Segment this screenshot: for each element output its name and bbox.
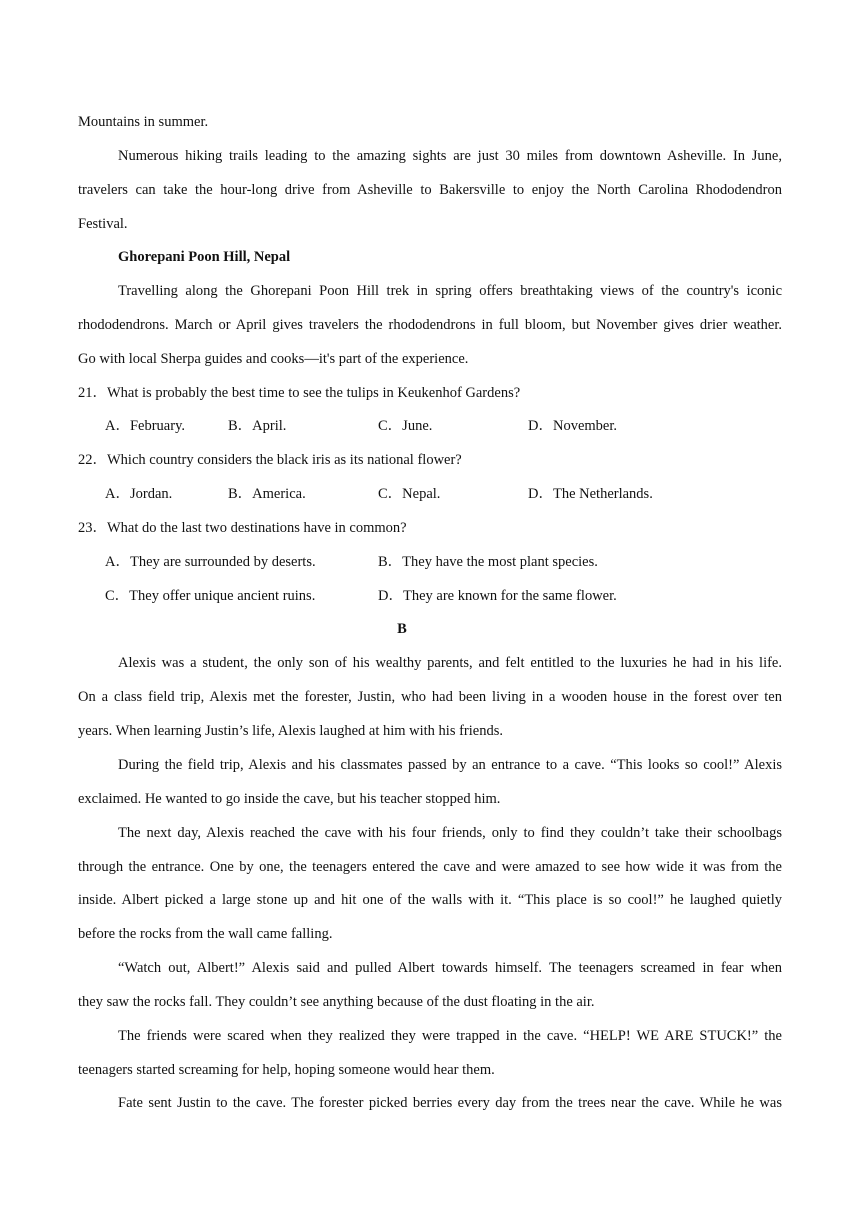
paragraph-line: before the rocks from the wall came falling. [78,926,333,942]
section-heading: Ghorepani Poon Hill, Nepal [118,249,291,265]
question-stem: 23．What do the last two destinations have in common? [78,520,407,536]
paragraph-line: The next day, Alexis reached the cave with his four friends, only to find they couldn’t take their schoolbags [118,825,782,841]
answer-option: D．November. [528,418,617,434]
answer-option: A．February. [105,418,185,434]
paragraph-line: years. When learning Justin’s life, Alexis laughed at him with his friends. [78,723,503,739]
paragraph-line: travelers can take the hour-long drive from Asheville to Bakersville to enjoy the North Carolina Rhododendron [78,182,782,198]
answer-option: B．April. [228,418,287,434]
paragraph-line: Fate sent Justin to the cave. The forester picked berries every day from the trees near the cave. While he was [118,1095,782,1111]
question-stem: 22．Which country considers the black iris as its national flower? [78,452,462,468]
question-stem: 21．What is probably the best time to see the tulips in Keukenhof Gardens? [78,385,521,401]
answer-option: C．Nepal. [378,486,441,502]
answer-option: A．Jordan. [105,486,173,502]
paragraph-line: Numerous hiking trails leading to the amazing sights are just 30 miles from downtown Asheville. In June, [118,148,782,164]
paragraph-line: Alexis was a student, the only son of his wealthy parents, and felt entitled to the luxuries he had in his life. [118,655,782,671]
paragraph-line: they saw the rocks fall. They couldn’t see anything because of the dust floating in the air. [78,994,595,1010]
paragraph-line: through the entrance. One by one, the teenagers entered the cave and were amazed to see how wide it was from the [78,859,782,875]
paragraph-line: Go with local Sherpa guides and cooks—it's part of the experience. [78,351,469,367]
answer-option: C．June. [378,418,433,434]
answer-option: D．They are known for the same flower. [378,588,617,604]
section-b-heading: B [397,621,407,637]
paragraph-line: exclaimed. He wanted to go inside the cave, but his teacher stopped him. [78,791,501,807]
answer-option: B．America. [228,486,306,502]
paragraph-line: “Watch out, Albert!” Alexis said and pulled Albert towards himself. The teenagers screamed in fear when [118,960,782,976]
answer-option: D．The Netherlands. [528,486,653,502]
paragraph-line: Festival. [78,216,128,232]
answer-option: B．They have the most plant species. [378,554,598,570]
paragraph-line: On a class field trip, Alexis met the forester, Justin, who had been living in a wooden house in the forest over ten [78,689,782,705]
paragraph-line: teenagers started screaming for help, hoping someone would hear them. [78,1062,495,1078]
answer-option: A．They are surrounded by deserts. [105,554,316,570]
paragraph-line: Mountains in summer. [78,114,209,130]
paragraph-line: The friends were scared when they realized they were trapped in the cave. “HELP! WE ARE STUCK!” the [118,1028,782,1044]
paragraph-line: During the field trip, Alexis and his classmates passed by an entrance to a cave. “This looks so cool!” Alexis [118,757,782,773]
paragraph-line: inside. Albert picked a large stone up and hit one of the walls with it. “This place is so cool!” he laughed quietly [78,892,782,908]
answer-option: C．They offer unique ancient ruins. [105,588,316,604]
paragraph-line: Travelling along the Ghorepani Poon Hill trek in spring offers breathtaking views of the country's iconic [118,283,782,299]
paragraph-line: rhododendrons. March or April gives travelers the rhododendrons in full bloom, but November gives drier weather. [78,317,782,333]
